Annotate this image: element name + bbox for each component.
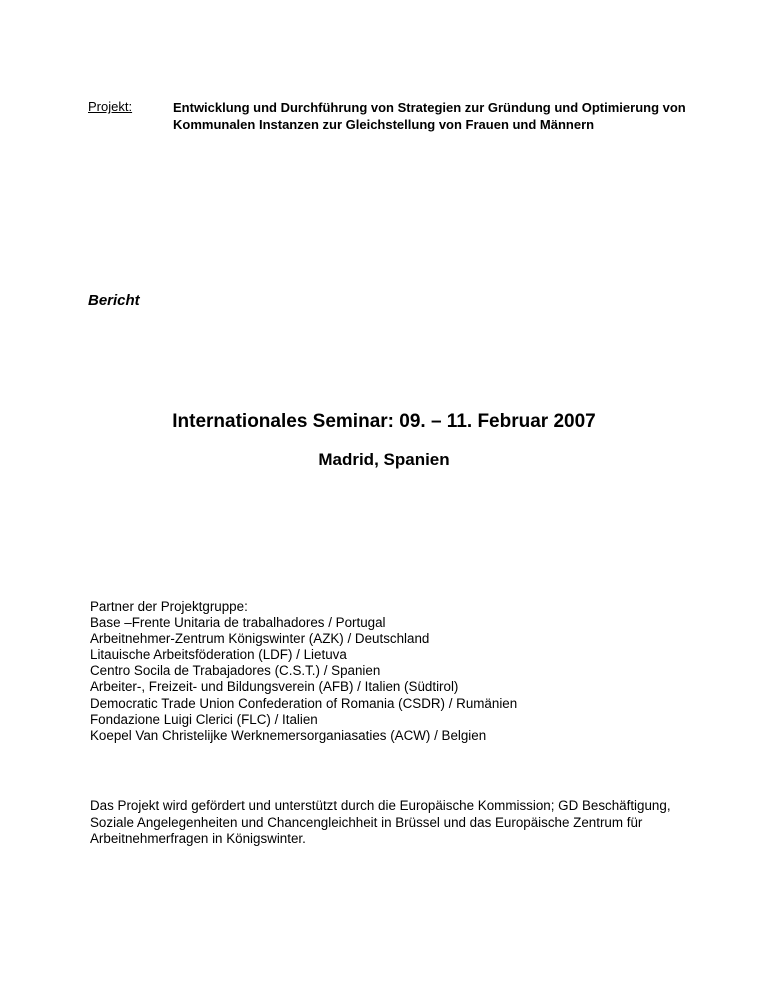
report-label: Bericht	[88, 292, 140, 309]
partner-item: Democratic Trade Union Confederation of Romania (CSDR) / Rumänien	[90, 695, 518, 711]
partner-item: Arbeitnehmer-Zentrum Königswinter (AZK) / Deutschland	[90, 631, 430, 647]
project-label: Projekt:	[88, 99, 133, 114]
seminar-title: Internationales Seminar: 09. – 11. Februar 2007	[172, 411, 596, 432]
partner-item: Koepel Van Christelijke Werknemersorganiasaties (ACW) / Belgien	[90, 727, 487, 743]
partner-item: Fondazione Luigi Clerici (FLC) / Italien	[90, 711, 318, 727]
partner-item: Centro Socila de Trabajadores (C.S.T.) / Spanien	[90, 663, 381, 679]
partner-item: Arbeiter-, Freizeit- und Bildungsverein (AFB) / Italien (Südtirol)	[90, 679, 459, 695]
partners-list	[90, 599, 517, 744]
partner-item: Litauische Arbeitsföderation (LDF) / Lietuva	[90, 647, 347, 663]
partners-heading: Partner der Projektgruppe:	[90, 599, 248, 614]
funding-statement: Das Projekt wird gefördert und unterstützt durch die Europäische Kommission; GD Beschäftigung, Soziale Angelegenheiten und Chancengleichheit in Brüssel und das Europäische Zentrum für Arbeitnehmerfragen in Königswinter.	[90, 798, 671, 846]
project-title: Entwicklung und Durchführung von Strategien zur Gründung und Optimierung von Kommunalen Instanzen zur Gleichstellung von Frauen und Männern	[173, 100, 686, 132]
partner-item: Base –Frente Unitaria de trabalhadores / Portugal	[90, 615, 386, 631]
seminar-location: Madrid, Spanien	[318, 450, 450, 469]
